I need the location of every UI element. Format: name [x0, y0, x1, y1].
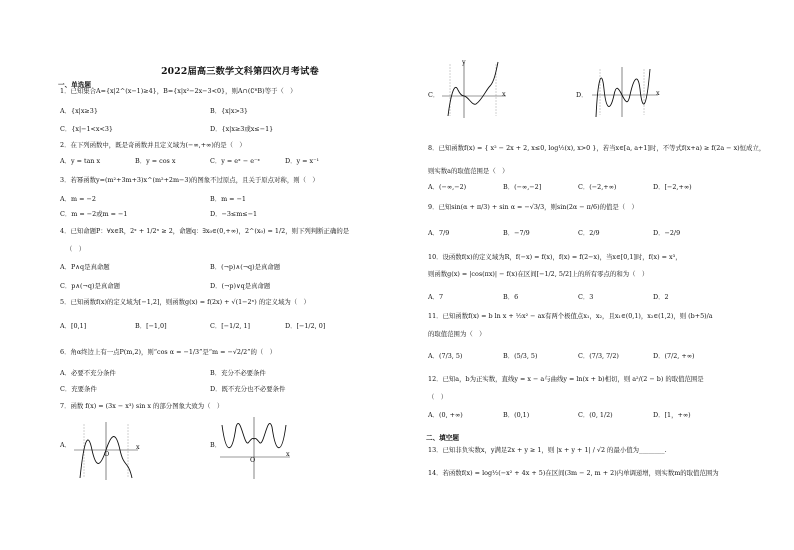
- question-8-option-c: C．(−2,+∞): [578, 183, 617, 191]
- question-13-stem: 13．已知非负实数x，y满足2x + y ≥ 1，则 |x + y + 1| / √2 的最小值为________.: [428, 446, 667, 454]
- question-3-option-b: B．m = −1: [210, 195, 246, 203]
- question-3-stem: 3．若幂函数y=(m²+3m+3)x^(m²+2m−3)的图象不过原点，且关于原点对称，则（ ）: [60, 176, 319, 184]
- question-4-option-c: C．p∧(¬q)是真命题: [60, 282, 121, 290]
- question-1-stem: 1．已知集合A={x|2^(x−1)≥4}，B={x|x²−2x−3<0}，则A∩(∁ᴿB)等于（ ）: [60, 87, 297, 95]
- question-7-option-c: C．: [428, 91, 440, 99]
- graph-b-x-label: x: [286, 450, 290, 458]
- question-4-option-b: B．(¬p)∧(¬q)是真命题: [210, 263, 281, 271]
- question-2-option-c: C．y = eˣ − e⁻ˣ: [210, 157, 261, 165]
- question-6-stem: 6．角α终边上有一点P(m,2)，则“cos α = −1/3”是“m = −√2/2”的（ ）: [60, 348, 277, 356]
- question-11-option-b: B．(5/3, 5): [503, 352, 538, 360]
- graph-a-origin-label: O: [104, 450, 110, 458]
- question-12-paren: （ ）: [428, 393, 448, 401]
- graph-a-x-label: x: [136, 443, 140, 451]
- question-2-option-d: D．y = x⁻¹: [285, 157, 320, 165]
- question-10-stem: 10．设函数f(x)的定义域为R，f(−x) = f(x)，f(x) = f(2−x)，当x∈[0,1]时，f(x) = x³，: [428, 253, 682, 261]
- question-4-option-a: A．P∧q是真命题: [60, 263, 110, 271]
- question-3-option-a: A．m = −2: [60, 195, 96, 203]
- question-6-option-b: B．充分不必要条件: [210, 369, 266, 377]
- question-14-stem: 14．若函数f(x) = log½(−x² + 4x + 5)在区间(3m − 2, m + 2)内单调递增，则实数m的取值范围为: [428, 469, 719, 477]
- graph-option-a: [72, 420, 142, 482]
- question-7-stem: 7．函数 f(x) = (3x − x³) sin x 的部分图象大致为（ ）: [60, 402, 224, 410]
- question-10-option-c: C．3: [578, 293, 594, 301]
- question-3-option-c: C．m = −2或m = −1: [60, 210, 128, 218]
- question-1-option-b: B．{x|x>3}: [210, 107, 249, 115]
- graph-b-origin-label: O: [250, 456, 256, 464]
- question-9-option-c: C．2/9: [578, 229, 600, 237]
- question-9-option-a: A．7/9: [428, 229, 450, 237]
- question-12-stem: 12．已知a，b为正实数，直线y = x − a与曲线y = ln(x + b)相切，则 a²/(2 − b) 的取值范围是: [428, 375, 704, 383]
- question-12-option-d: D．[1，+∞): [653, 411, 691, 419]
- question-8-option-d: D．[−2,+∞): [653, 183, 692, 191]
- question-4-option-d: D．(¬p)∨q是真命题: [210, 282, 271, 290]
- question-12-option-a: A．(0, +∞): [428, 411, 463, 419]
- graph-d-x-label: x: [656, 89, 660, 97]
- question-11-option-d: D．(7/2, +∞): [653, 352, 695, 360]
- graph-c-y-label: y: [462, 58, 466, 66]
- question-5-option-a: A．[0,1]: [60, 322, 87, 330]
- question-11-stem-continued: 的取值范围为（ ）: [428, 330, 486, 338]
- question-12-option-b: B．(0,1): [503, 411, 530, 419]
- question-8-option-a: A．(−∞,−2): [428, 183, 467, 191]
- question-2-option-a: A．y = tan x: [60, 157, 101, 165]
- question-8-option-b: B．(−∞,−2]: [503, 183, 542, 191]
- graph-option-d: [590, 65, 660, 119]
- question-7-option-a: A．: [60, 441, 72, 449]
- question-4-stem: 4．已知命题P：∀x∈R，2ˣ + 1/2ˣ ≥ 2，命题q：∃x₀∈(0,+∞)，2^(x₀) = 1/2，则下列判断正确的是: [60, 227, 350, 235]
- question-1-option-a: A．{x|x≥3}: [60, 107, 98, 115]
- question-6-option-a: A．必要不充分条件: [60, 369, 116, 377]
- question-12-option-c: C．(0, 1/2): [578, 411, 613, 419]
- question-9-option-d: D．−2/9: [653, 229, 681, 237]
- question-3-option-d: D．−3≤m≤−1: [210, 210, 258, 218]
- question-9-option-b: B．−7/9: [503, 229, 530, 237]
- question-9-stem: 9．已知sin(α + π/3) + sin α = −√3/3，则sin(2α − π/6)的值是（ ）: [428, 203, 638, 211]
- page-title: 2022届高三数学文科第四次月考试卷: [161, 66, 319, 77]
- question-8-stem: 8．已知函数f(x) = { x² − 2x + 2, x≤0, log½(x), x>0 }，若当x∈[a, a+1]时，不等式f(x+a) ≥ f(2a − x)恒成立，: [428, 144, 766, 152]
- question-1-option-c: C．{x|−1<x<3}: [60, 125, 113, 133]
- question-10-option-b: B．6: [503, 293, 519, 301]
- question-6-option-d: D．既不充分也不必要条件: [210, 385, 286, 393]
- question-5-option-b: B．[−1,0]: [135, 322, 167, 330]
- question-4-paren: （ ）: [66, 245, 86, 253]
- question-11-option-a: A．(7/3, 5): [428, 352, 463, 360]
- question-6-option-c: C．充要条件: [60, 385, 97, 393]
- question-7-option-b: B．: [210, 441, 222, 449]
- graph-option-b: [218, 415, 293, 481]
- question-10-stem-continued: 则函数g(x) = |cos(πx)| − f(x)在区间[−1/2, 5/2]上的所有零点的和为（ ）: [428, 270, 649, 278]
- question-5-stem: 5．已知函数f(x)的定义域为[−1,2]，则函数g(x) = f(2x) + √(1−2ˣ) 的定义域为（ ）: [60, 298, 310, 306]
- question-10-option-d: D．2: [653, 293, 669, 301]
- question-5-option-c: C．[−1/2, 1]: [210, 322, 251, 330]
- section-heading-single-choice: 一、单选题: [58, 81, 91, 89]
- question-11-option-c: C．(7/3, 7/2): [578, 352, 619, 360]
- graph-c-x-label: x: [502, 90, 506, 98]
- question-2-stem: 2．在下列函数中，既是奇函数并且定义域为(−∞,+∞)的是（ ）: [60, 141, 246, 149]
- question-10-option-a: A．7: [428, 293, 444, 301]
- question-2-option-b: B．y = cos x: [135, 157, 176, 165]
- question-5-option-d: D．[−1/2, 0]: [285, 322, 326, 330]
- section-heading-fill-in: 二、填空题: [426, 434, 459, 442]
- question-7-option-d: D．: [576, 91, 588, 99]
- question-11-stem: 11．已知函数f(x) = b ln x + ½x² − ax有两个极值点x₁，x₂，且x₁∈(0,1)，x₂∈(1,2)，则 (b+5)/a: [428, 312, 713, 320]
- graph-option-c: [440, 60, 510, 120]
- question-1-option-d: D．{x|x≥3或x≤−1}: [210, 125, 274, 133]
- question-8-stem-continued: 则实数a的取值范围是（ ）: [428, 167, 509, 175]
